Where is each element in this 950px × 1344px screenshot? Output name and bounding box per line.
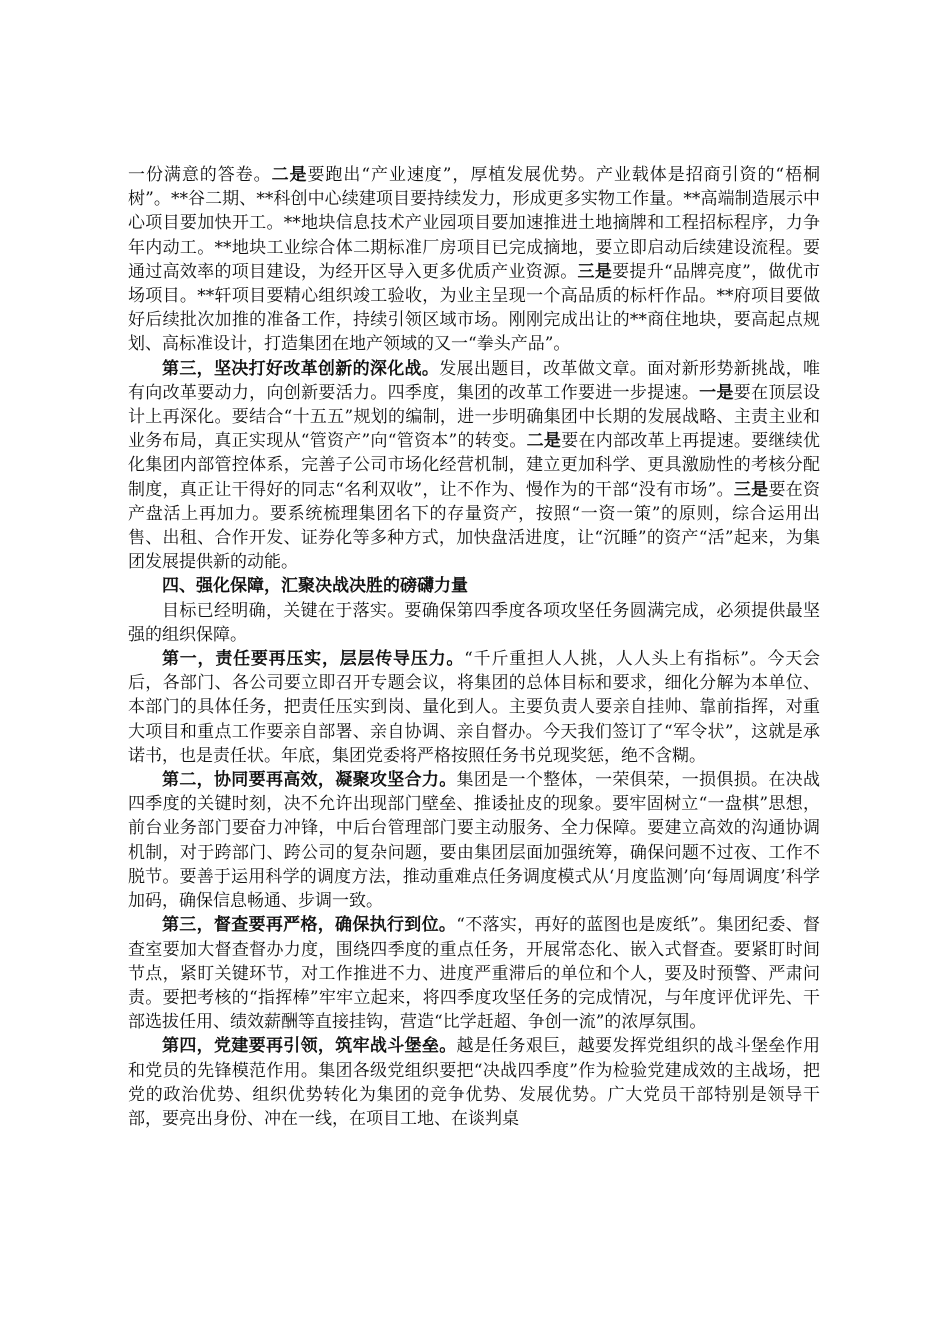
body-paragraph [128,599,820,647]
body-paragraph [128,647,820,768]
body-paragraph [128,163,820,357]
bold-phrase: 一是 [699,382,734,403]
bold-phrase: 二是 [271,165,308,185]
text-run: 要跑出“产业速度”，厚植发展优势。产业载体是招商引资的“梧桐树”。**谷二期、**科创中心续建项目要持续发力，形成更多实物工作量。**高端制造展示中心项目要加快开工。**地块信息技术产业园项目要加速推进土地摘牌和工程招标程序，力争年内动工。**地块工业综合体二期标准厂房项目已完成摘地，要立即启动后续建设流程。要通过高效率的项目建设，为经开区导入更多优质产业资源。 [128,165,821,282]
text-run: 要在顶层设计上再深化。要结合“十五五”规划的编制，进一步明确集团中长期的发展战略、主责主业和业务布局，真正实现从“管资产”向“管资本”的转变。 [128,382,821,452]
bold-phrase: 第三，督查要再严格，确保执行到位。 [162,915,457,936]
text-run: 越是任务艰巨，越要发挥党组织的战斗堡垒作用和党员的先锋模范作用。集团各级党组织要把“决战四季度”作为检验党建成效的主战场，把党的政治优势、组织优势转化为集团的竞争优势、发展优势。广大党员干部特别是领导干部，要亮出身份、冲在一线，在项目工地、在谈判桌 [128,1036,821,1129]
text-run: 发展出题目，改革做文章。面对新形势新挑战，唯有向改革要动力，向创新要活力。四季度，集团的改革工作要进一步提速。 [128,358,821,403]
bold-phrase: 四、强化保障，汇聚决战决胜的磅礴力量 [162,576,468,597]
section-heading [128,574,820,598]
bold-phrase: 二是 [526,431,562,452]
bold-phrase: 第一，责任要再压实，层层传导压力。 [162,649,465,670]
text-run: “千斤重担人人挑，人人头上有指标”。今天会后，各部门、各公司要立即召开专题会议，将集团的总体目标和要求，细化分解为本单位、本部门的具体任务，把责任压实到岗、量化到人。主要负责人要亲自挂帅、靠前指挥，对重大项目和重点工作要亲自部署、亲自协调、亲自督办。今天我们签订了“军令状”，这就是承诺书，也是责任状。年底，集团党委将严格按照任务书兑现奖惩，绝不含糊。 [128,649,821,766]
bold-phrase: 第二，协同要再高效，凝聚攻坚合力。 [162,770,457,791]
bold-phrase: 三是 [733,479,769,500]
document-body [128,163,820,1131]
text-run: 目标已经明确，关键在于落实。要确保第四季度各项攻坚任务圆满完成，必须提供最坚强的组织保障。 [128,600,820,645]
bold-phrase: 第四，党建要再引领，筑牢战斗堡垒。 [162,1036,457,1057]
bold-phrase: 第三，坚决打好改革创新的深化战。 [162,358,440,379]
body-paragraph [128,357,820,575]
text-run: 要提升“品牌亮度”，做优市场项目。**轩项目要精心组织竣工验收，为业主呈现一个高品质的标杆作品。**府项目要做好后续批次加推的准备工作，持续引领区域市场。刚刚完成出让的**商住地块，要高起点规划、高标准设计，打造集团在地产领域的又一“拳头产品”。 [128,261,821,355]
body-paragraph [128,913,820,1034]
text-run: “不落实，再好的蓝图也是废纸”。集团纪委、督查室要加大督查督办力度，围绕四季度的重点任务，开展常态化、嵌入式督查。要紧盯时间节点，紧盯关键环节，对工作推进不力、进度严重滞后的单位和个人，要及时预警、严肃问责。要把考核的“指挥棒”牢牢立起来，将四季度攻坚任务的完成情况，与年度评优评先、干部选拔任用、绩效薪酬等直接挂钩，营造“比学赶超、争创一流”的浓厚氛围。 [128,915,820,1033]
body-paragraph [128,1034,820,1131]
text-run: 要在资产盘活上再加力。要系统梳理集团名下的存量资产，按照“一资一策”的原则，综合运用出售、出租、合作开发、证券化等多种方式，加快盘活进度，让“沉睡”的资产“活”起来，为集团发展提供新的动能。 [128,479,821,573]
text-run: 一份满意的答卷。 [128,165,272,185]
text-run: 要在内部改革上再提速。要继续优化集团内部管控体系，完善子公司市场化经营机制，建立更加科学、更具激励性的考核分配制度，真正让干得好的同志“名利双收”，让不作为、慢作为的干部“没有市场”。 [128,431,821,500]
bold-phrase: 三是 [577,261,613,282]
body-paragraph [128,768,820,913]
text-run: 集团是一个整体，一荣俱荣，一损俱损。在决战四季度的关键时刻，决不允许出现部门壁垒、推诿扯皮的现象。要牢固树立“一盘棋”思想，前台业务部门要奋力冲锋，中后台管理部门要主动服务、全力保障。要建立高效的沟通协调机制，对于跨部门、跨公司的复杂问题，要由集团层面加强统筹，确保问题不过夜、工作不脱节。要善于运用科学的调度方法，推动重难点任务调度模式从‘月度监测’向‘每周调度’科学加码，确保信息畅通、步调一致。 [128,770,821,912]
